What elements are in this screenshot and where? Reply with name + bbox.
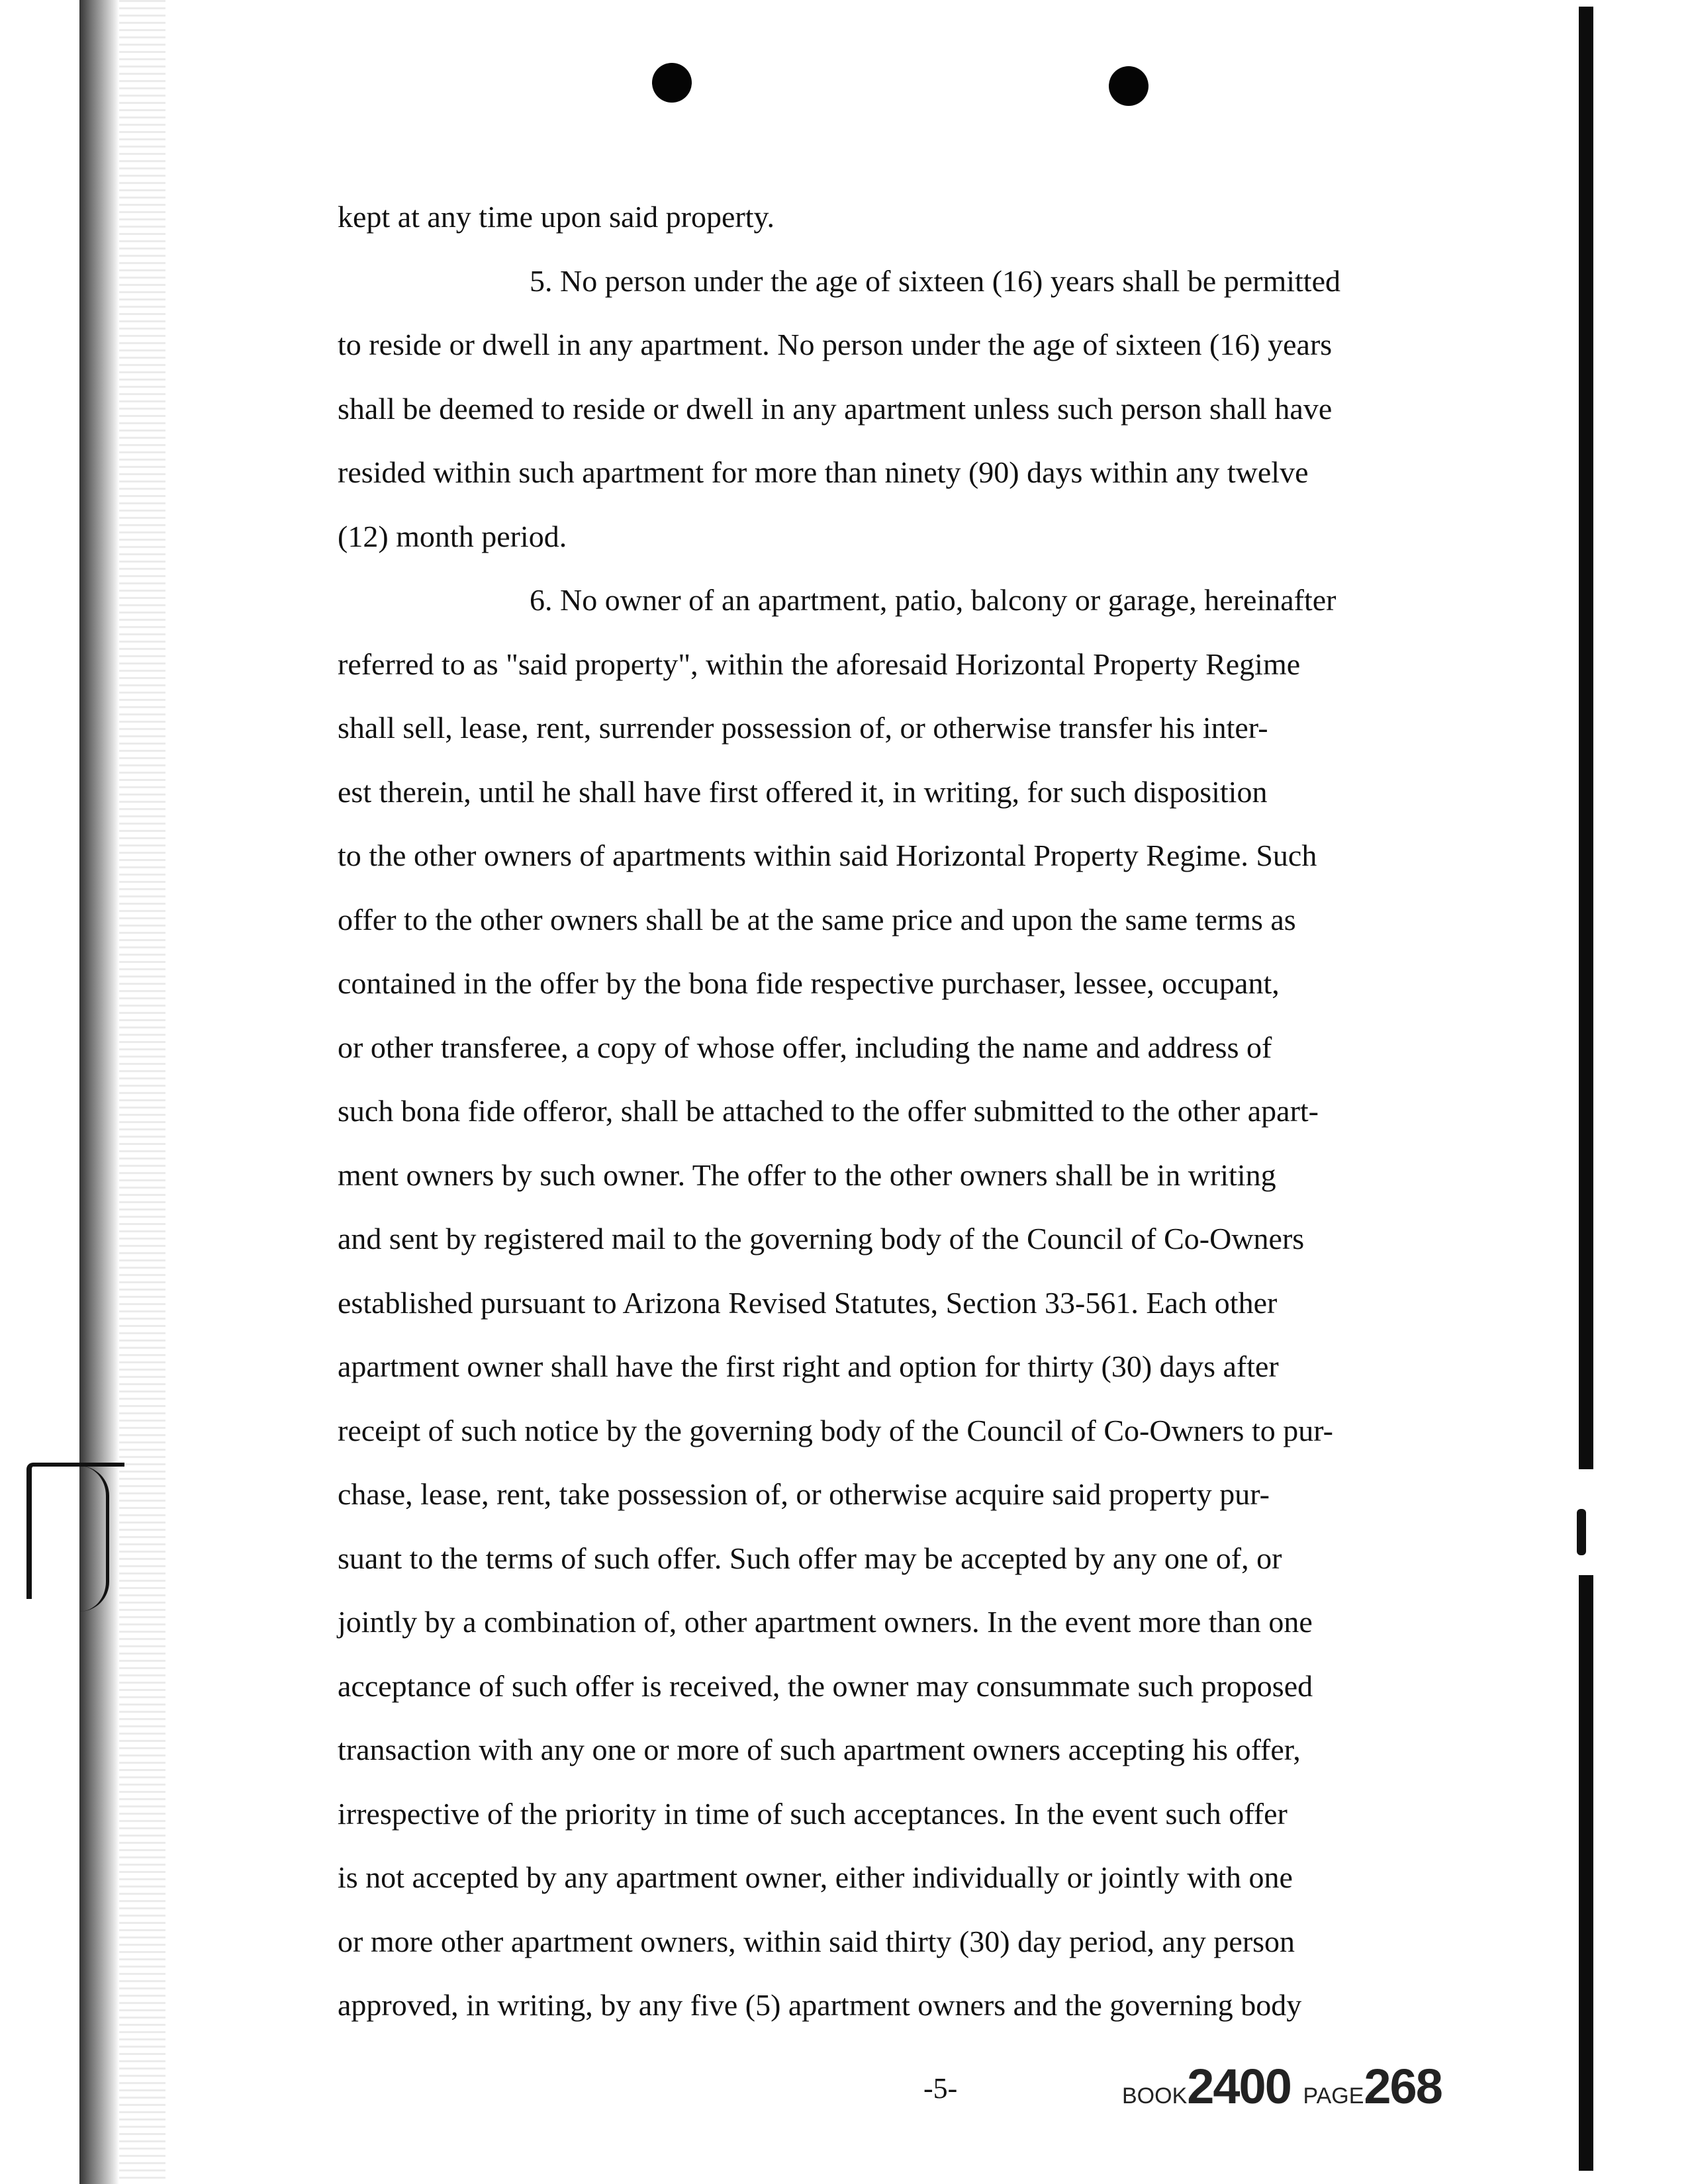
text-line: chase, lease, rent, take possession of, or otherwise acquire said property pur-	[338, 1477, 1270, 1511]
text-line: jointly by a combination of, other apartment owners. In the event more than one	[338, 1605, 1313, 1639]
book-number: 2400	[1187, 2059, 1291, 2114]
text-line: offer to the other owners shall be at the same price and upon the same terms as	[338, 902, 1296, 936]
binding-clip-mark	[26, 1463, 124, 1599]
scan-left-edge-shadow	[79, 0, 119, 2184]
text-line: or more other apartment owners, within said thirty (30) day period, any person	[338, 1924, 1295, 1958]
text-line: irrespective of the priority in time of such acceptances. In the event such offer	[338, 1796, 1288, 1831]
page-footer	[923, 2058, 1453, 2114]
scan-right-edge-bar-lower	[1579, 1575, 1593, 2171]
book-page-stamp	[1122, 2058, 1442, 2115]
text-line: transaction with any one or more of such apartment owners accepting his offer,	[338, 1733, 1301, 1766]
text-line: shall be deemed to reside or dwell in any apartment unless such person shall have	[338, 391, 1333, 426]
text-line: kept at any time upon said property.	[338, 200, 775, 234]
text-line: established pursuant to Arizona Revised Statutes, Section 33-561. Each other	[338, 1285, 1278, 1320]
page-ref: 268	[1364, 2059, 1442, 2114]
text-line: acceptance of such offer is received, the owner may consummate such proposed	[338, 1668, 1313, 1703]
text-line: suant to the terms of such offer. Such offer may be accepted by any one of, or	[338, 1541, 1282, 1575]
scan-right-edge-bar	[1579, 7, 1593, 1469]
text-line: and sent by registered mail to the governing body of the Council of Co-Owners	[338, 1222, 1305, 1255]
book-label: BOOK	[1122, 2083, 1188, 2109]
text-line: 6. No owner of an apartment, patio, balcony or garage, hereinafter	[530, 583, 1336, 617]
text-line: est therein, until he shall have first offered it, in writing, for such disposition	[338, 774, 1268, 809]
text-line: to the other owners of apartments within said Horizontal Property Regime. Such	[338, 839, 1317, 872]
text-line: contained in the offer by the bona fide respective purchaser, lessee, occupant,	[338, 966, 1280, 1000]
page-number: -5-	[923, 2072, 958, 2105]
text-line: or other transferee, a copy of whose offer, including the name and address of	[338, 1030, 1272, 1064]
scan-left-edge-noise	[119, 0, 165, 2184]
text-line: approved, in writing, by any five (5) apartment owners and the governing body	[338, 1988, 1302, 2022]
text-line: such bona fide offeror, shall be attached to the offer submitted to the other apart-	[338, 1094, 1319, 1128]
scan-right-edge-mark	[1577, 1509, 1586, 1555]
text-line: (12) month period.	[338, 519, 567, 553]
punch-hole	[1109, 66, 1149, 106]
punch-hole	[652, 63, 692, 103]
text-line: 5. No person under the age of sixteen (16) years shall be permitted	[530, 263, 1340, 298]
text-line: receipt of such notice by the governing body of the Council of Co-Owners to pur-	[338, 1413, 1333, 1447]
text-line: ment owners by such owner. The offer to the other owners shall be in writing	[338, 1158, 1276, 1192]
text-line: resided within such apartment for more than ninety (90) days within any twelve	[338, 455, 1309, 489]
text-line: is not accepted by any apartment owner, either individually or jointly with one	[338, 1860, 1293, 1894]
binding-clip-curve	[79, 1466, 109, 1612]
text-line: referred to as "said property", within the aforesaid Horizontal Property Regime	[338, 647, 1301, 681]
text-line: apartment owner shall have the first right and option for thirty (30) days after	[338, 1349, 1279, 1383]
text-line: shall sell, lease, rent, surrender possession of, or otherwise transfer his inter-	[338, 711, 1268, 745]
text-line: to reside or dwell in any apartment. No person under the age of sixteen (16) years	[338, 328, 1333, 361]
document-body	[338, 185, 1509, 2038]
page-label: PAGE	[1303, 2083, 1364, 2109]
